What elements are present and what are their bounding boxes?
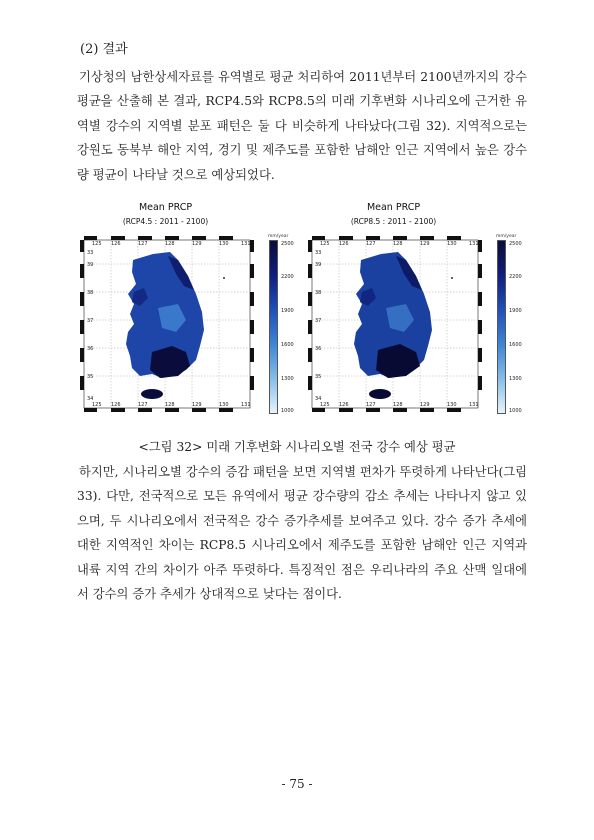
page-number: - 75 - (281, 777, 313, 791)
lon-tick: 126 (111, 402, 121, 408)
colorbar-tick: 2500 (281, 241, 294, 247)
lon-tick: 128 (393, 402, 403, 408)
lat-tick: 36 (315, 346, 322, 352)
colorbar-tick: 2200 (281, 274, 294, 280)
lat-tick: 39 (315, 262, 322, 268)
panel-subtitle: (RCP4.5 : 2011 - 2100) (122, 217, 209, 226)
lat-tick: 38 (87, 290, 94, 296)
lat-tick: 35 (315, 374, 322, 380)
colorbar-tick: 1300 (281, 376, 294, 382)
lon-tick: 129 (420, 241, 430, 247)
lon-tick: 131 (241, 402, 251, 408)
lat-tick: 37 (315, 318, 322, 324)
lat-tick: 37 (87, 318, 94, 324)
colorbar-tick: 2500 (509, 241, 522, 247)
map-panel-rcp85 (306, 200, 521, 430)
lon-tick: 131 (469, 402, 479, 408)
lat-tick: 33 (87, 250, 94, 256)
lon-tick: 129 (192, 241, 202, 247)
lon-tick: 129 (420, 402, 430, 408)
panel-title: Mean PRCP (138, 202, 193, 213)
lon-tick: 127 (366, 402, 376, 408)
lon-tick: 131 (241, 241, 251, 247)
precipitation-map (78, 234, 256, 414)
lon-tick: 127 (138, 402, 148, 408)
colorbar-tick: 1300 (509, 376, 522, 382)
panel-subtitle: (RCP8.5 : 2011 - 2100) (350, 217, 437, 226)
panel-title: Mean PRCP (366, 202, 421, 213)
lon-tick: 128 (393, 241, 403, 247)
lon-tick: 125 (320, 402, 330, 408)
lat-tick: 35 (87, 374, 94, 380)
colorbar-tick: 1000 (281, 408, 294, 414)
lon-tick: 126 (339, 402, 349, 408)
colorbar-unit: mm/year (268, 234, 289, 239)
colorbar (497, 240, 506, 414)
lon-tick: 125 (320, 241, 330, 247)
precipitation-map (306, 234, 484, 414)
paragraph-2: 하지만, 시나리오별 강수의 증감 패턴을 보면 지역별 편차가 뚜렷하게 나타난다(그림 33). 다만, 전국적으로 모든 유역에서 평균 강수량의 감소 추세는 나타나지 않고 있으며, 두 시나리오에서 전국적은 강수 증가추세를 보여주고 있다. 강수 증가 추세에 대한 지역적인 차이는 RCP8.5 시나리오에서 제주도를 포함한 남해안 인근 지역과 내륙 지역 간의 차이가 아주 뚜렷하다. 특징적인 점은 우리나라의 주요 산맥 일대에서 강수의 증가 추세가 상대적으로 낮다는 점이다. (77, 465, 527, 602)
lon-tick: 126 (339, 241, 349, 247)
lon-tick: 128 (165, 402, 175, 408)
lon-tick: 130 (219, 241, 229, 247)
lon-tick: 125 (92, 241, 102, 247)
lon-tick: 128 (165, 241, 175, 247)
colorbar-tick: 1000 (509, 408, 522, 414)
lon-tick: 126 (111, 241, 121, 247)
map-panel-rcp45 (78, 200, 293, 430)
lon-tick: 127 (366, 241, 376, 247)
colorbar (269, 240, 278, 414)
lat-tick: 34 (87, 396, 94, 402)
colorbar-tick: 1600 (509, 342, 522, 348)
colorbar-tick: 1600 (281, 342, 294, 348)
figure-32 (78, 200, 520, 430)
lon-tick: 131 (469, 241, 479, 247)
lon-tick: 129 (192, 402, 202, 408)
lon-tick: 130 (447, 402, 457, 408)
lat-tick: 33 (315, 250, 322, 256)
colorbar-tick: 1900 (281, 308, 294, 314)
lon-tick: 125 (92, 402, 102, 408)
figure-caption: <그림 32> 미래 기후변화 시나리오별 전국 강수 예상 평균 (138, 440, 456, 454)
lat-tick: 38 (315, 290, 322, 296)
section-heading: (2) 결과 (80, 42, 128, 57)
lat-tick: 34 (315, 396, 322, 402)
lon-tick: 127 (138, 241, 148, 247)
colorbar-tick: 1900 (509, 308, 522, 314)
lat-tick: 39 (87, 262, 94, 268)
colorbar-unit: mm/year (496, 234, 517, 239)
lat-tick: 36 (87, 346, 94, 352)
lon-tick: 130 (447, 241, 457, 247)
paragraph-1: 기상청의 남한상세자료를 유역별로 평균 처리하여 2011년부터 2100년까지의 강수 평균을 산출해 본 결과, RCP4.5와 RCP8.5의 미래 기후변화 시나리오에 근거한 유역별 강수의 지역별 분포 패턴은 둘 다 비슷하게 나타났다(그림 32). 지역적으로는 강원도 동북부 해안 지역, 경기 및 제주도를 포함한 남해안 인근 지역에서 높은 강수량 평균이 나타날 것으로 예상되었다. (77, 70, 527, 182)
lon-tick: 130 (219, 402, 229, 408)
colorbar-tick: 2200 (509, 274, 522, 280)
